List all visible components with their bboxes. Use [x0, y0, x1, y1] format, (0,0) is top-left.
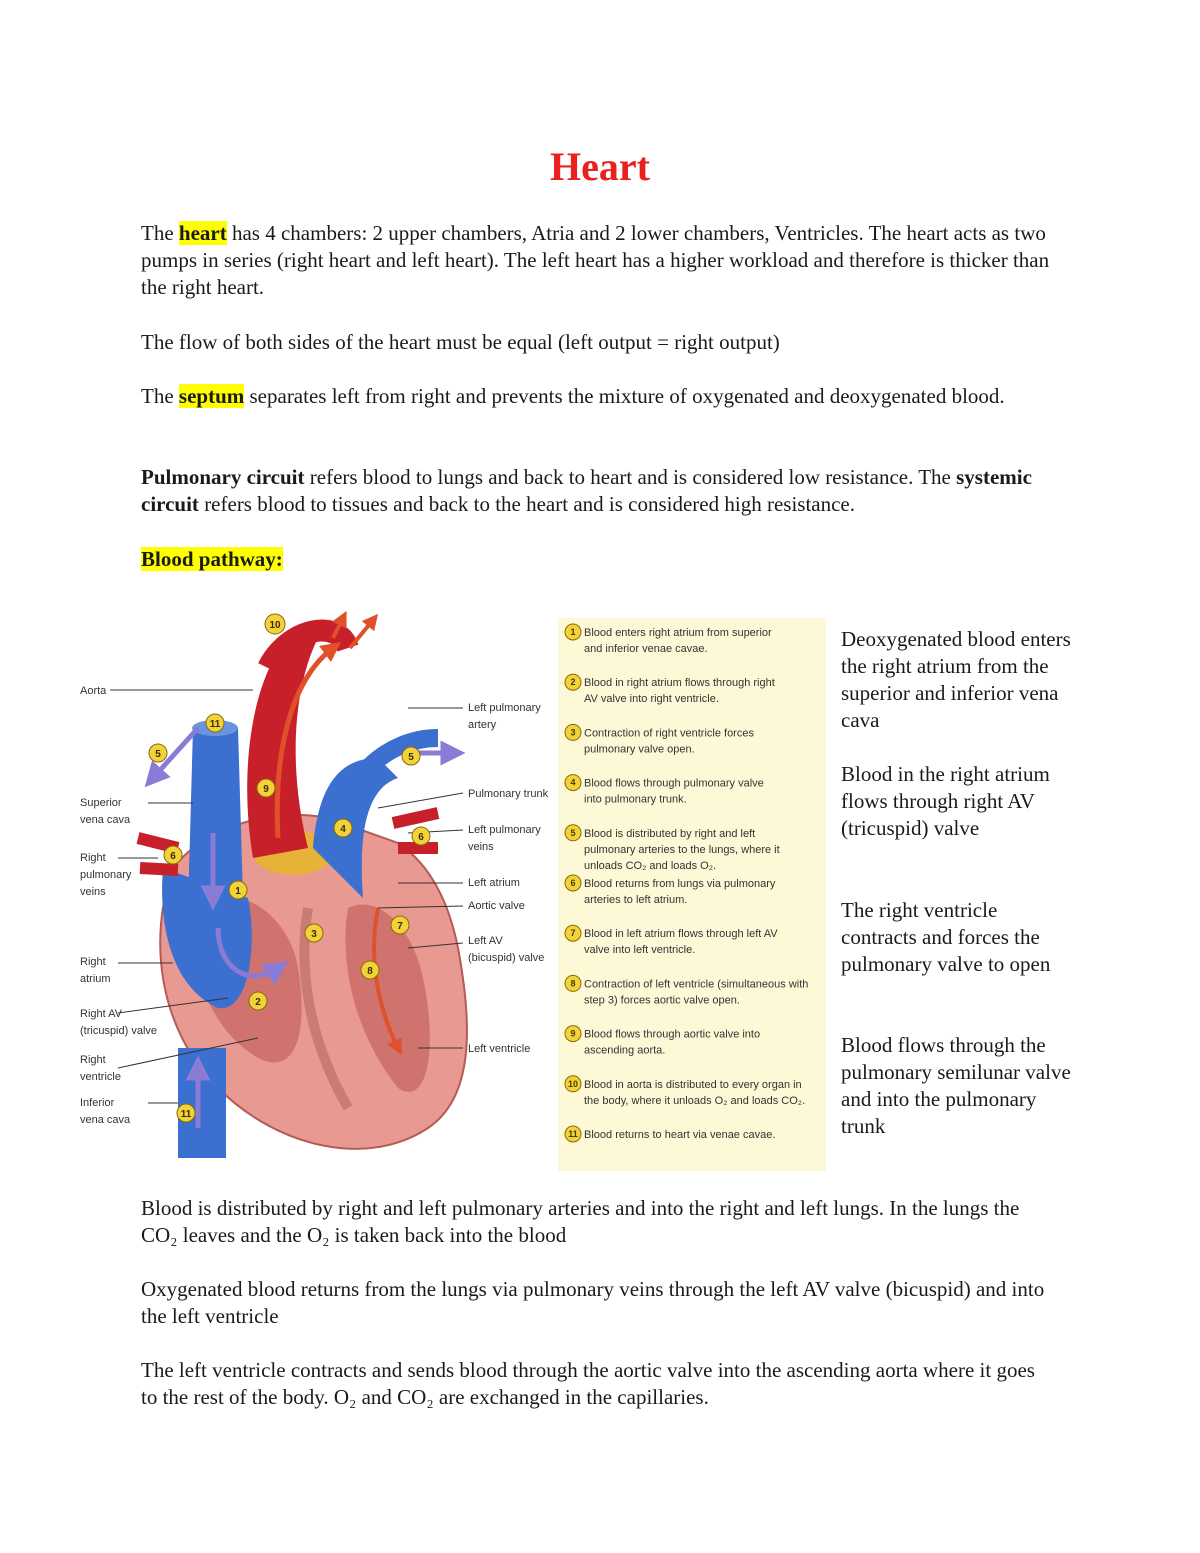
step-text-line: into pulmonary trunk. [584, 793, 687, 806]
label-right-atrium-1: Right [80, 956, 106, 968]
marker-1 [229, 881, 247, 899]
marker-5-right [402, 747, 420, 765]
side-note-3: The right ventricle contracts and forces the pulmonary valve to open [841, 898, 1051, 976]
svg-text:3: 3 [311, 929, 317, 940]
marker-4 [334, 819, 352, 837]
marker-7 [391, 916, 409, 934]
pulmonary-circuit-term: Pulmonary circuit [141, 465, 305, 489]
aorta-out-arrow-2 [350, 620, 373, 648]
marker-11-bottom [177, 1104, 195, 1122]
step-text-line: unloads CO₂ and loads O₂. [584, 859, 717, 872]
label-right-ventricle-2: ventricle [80, 1071, 121, 1083]
highlight-heart: heart [178, 221, 227, 245]
svg-text:7: 7 [397, 921, 403, 932]
label-left-pa-2: artery [468, 719, 497, 731]
inferior-vena-cava [178, 1048, 226, 1158]
after-paragraph-1: Blood is distributed by right and left pulmonary arteries and into the right and left lungs. In the lungs the CO₂ leaves and the O₂ is taken back into the blood [141, 1196, 1020, 1247]
septum-paragraph [141, 383, 1056, 410]
step-11 [565, 1126, 775, 1142]
step-number: 4 [570, 777, 576, 788]
pulmonary-circuit-text: refers blood to lungs and back to heart and is considered low resistance. The [304, 465, 957, 489]
step-text-line: step 3) forces aortic valve open. [584, 994, 740, 1007]
label-left-ventricle: Left ventricle [468, 1043, 531, 1055]
svg-text:11: 11 [209, 719, 221, 730]
marker-6-left [164, 846, 182, 864]
label-right-ventricle-1: Right [80, 1054, 106, 1066]
svg-text:1: 1 [235, 886, 241, 897]
systemic-circuit-term: systemic circuit [141, 465, 1032, 516]
svg-text:10: 10 [269, 620, 281, 631]
label-right-av: Right AV [80, 1008, 122, 1020]
step-text-line: Contraction of right ventricle forces [584, 727, 754, 740]
pathway-heading: Blood pathway: [141, 547, 283, 571]
label-left-atrium: Left atrium [468, 877, 520, 889]
label-left-pa-1: Left pulmonary [468, 702, 541, 714]
step-text-line: AV valve into right ventricle. [584, 693, 719, 706]
marker-2 [249, 992, 267, 1010]
step-text-line: Blood returns to heart via venae cavae. [584, 1129, 776, 1141]
marker-6-right [412, 827, 430, 845]
intro-paragraph [141, 220, 1056, 301]
pathway-heading-paragraph [141, 546, 1056, 573]
step-number: 11 [568, 1129, 578, 1139]
side-note-2: Blood in the right atrium flows through right AV (tricuspid) valve [841, 762, 1050, 840]
marker-5-left [149, 744, 167, 762]
marker-10 [265, 614, 285, 634]
side-note-1: Deoxygenated blood enters the right atrium from the superior and inferior vena cava [841, 627, 1071, 732]
after-paragraph-2: Oxygenated blood returns from the lungs via pulmonary veins through the left AV valve (bicuspid) and into the left ventricle [141, 1277, 1045, 1328]
right-labels [468, 702, 549, 1055]
label-pulmonary-trunk: Pulmonary trunk [468, 788, 549, 800]
step-text-line: Blood enters right atrium from superior [584, 627, 772, 639]
step-number: 5 [570, 827, 576, 838]
step-number: 7 [570, 928, 576, 939]
step-number: 9 [570, 1028, 576, 1039]
marker-9 [257, 779, 275, 797]
step-text-line: valve into left ventricle. [584, 944, 696, 957]
step-text-line: Blood flows through aortic valve into [584, 1028, 761, 1041]
intro-post: has 4 chambers: 2 upper chambers, Atria and 2 lower chambers, Ventricles. The heart acts as two pumps in series (right heart and left heart). The left heart has a higher workload and therefore is thicker than the right heart. [141, 221, 1050, 299]
step-text-line: Blood is distributed by right and left [584, 827, 756, 840]
step-number: 2 [570, 677, 576, 688]
left-labels [80, 685, 157, 1126]
page-title: Heart [550, 144, 650, 189]
svg-text:6: 6 [170, 851, 176, 862]
step-text-line: and inferior venae cavae. [584, 643, 708, 655]
label-pulmonary: pulmonary [80, 869, 132, 881]
step-text-line: the body, where it unloads O₂ and loads CO₂. [584, 1094, 806, 1107]
step-text-line: pulmonary arteries to the lungs, where it [584, 843, 780, 856]
marker-3 [305, 924, 323, 942]
label-right-pv: Right [80, 852, 106, 864]
svg-text:4: 4 [340, 824, 346, 835]
svg-text:11: 11 [180, 1109, 192, 1120]
label-left-pv-1: Left pulmonary [468, 824, 541, 836]
step-text-line: pulmonary valve open. [584, 743, 695, 756]
label-superior: Superior [80, 797, 122, 809]
intro-pre: The [141, 221, 179, 245]
svg-text:5: 5 [408, 752, 414, 763]
marker-8 [361, 961, 379, 979]
side-note-4: Blood flows through the pulmonary semilunar valve and into the pulmonary trunk [841, 1033, 1071, 1138]
svg-text:5: 5 [155, 749, 161, 760]
step-number: 1 [570, 627, 576, 637]
label-right-atrium-2: atrium [80, 973, 111, 985]
label-aortic-valve: Aortic valve [468, 900, 525, 912]
step-number: 8 [570, 978, 576, 989]
step-text-line: Blood in right atrium flows through right [584, 677, 775, 690]
highlight-septum: septum [178, 384, 245, 408]
label-left-av: Left AV [468, 935, 503, 947]
svg-text:6: 6 [418, 832, 424, 843]
step-number: 3 [570, 727, 576, 738]
label-inferior: Inferior [80, 1097, 115, 1109]
heart-diagram [78, 608, 830, 1173]
systemic-circuit-text: refers blood to tissues and back to the heart and is considered high resistance. [198, 492, 855, 516]
flow-paragraph: The flow of both sides of the heart must be equal (left output = right output) [141, 330, 780, 354]
step-number: 6 [570, 878, 576, 888]
step-text-line: Blood flows through pulmonary valve [584, 777, 764, 790]
septum-pre: The [141, 384, 179, 408]
step-text-line: Contraction of left ventricle (simultaneous with [584, 978, 809, 991]
label-vena-cava-inf: vena cava [80, 1114, 131, 1126]
after-paragraph-3: The left ventricle contracts and sends blood through the aortic valve into the ascending aorta where it goes to the rest of the body. O₂ and CO₂ are exchanged in the capillaries. [141, 1358, 1035, 1409]
circuits-paragraph [141, 464, 1056, 518]
label-bicuspid: (bicuspid) valve [468, 952, 545, 964]
svg-text:2: 2 [255, 997, 261, 1008]
label-vena-cava-sup: vena cava [80, 814, 131, 826]
label-veins: veins [80, 886, 106, 898]
svg-text:9: 9 [263, 784, 269, 795]
step-text-line: ascending aorta. [584, 1044, 666, 1057]
label-aorta: Aorta [80, 685, 107, 697]
step-text-line: Blood in aorta is distributed to every organ in [584, 1078, 802, 1091]
septum-post: separates left from right and prevents the mixture of oxygenated and deoxygenated blood. [244, 384, 1005, 408]
label-left-pv-2: veins [468, 841, 494, 853]
step-text-line: arteries to left atrium. [584, 894, 688, 906]
svg-text:8: 8 [367, 966, 373, 977]
label-tricuspid: (tricuspid) valve [80, 1025, 158, 1037]
marker-11-top [206, 714, 224, 732]
step-number: 10 [567, 1078, 579, 1089]
step-text-line: Blood in left atrium flows through left AV [584, 928, 778, 941]
step-text-line: Blood returns from lungs via pulmonary [584, 878, 776, 890]
